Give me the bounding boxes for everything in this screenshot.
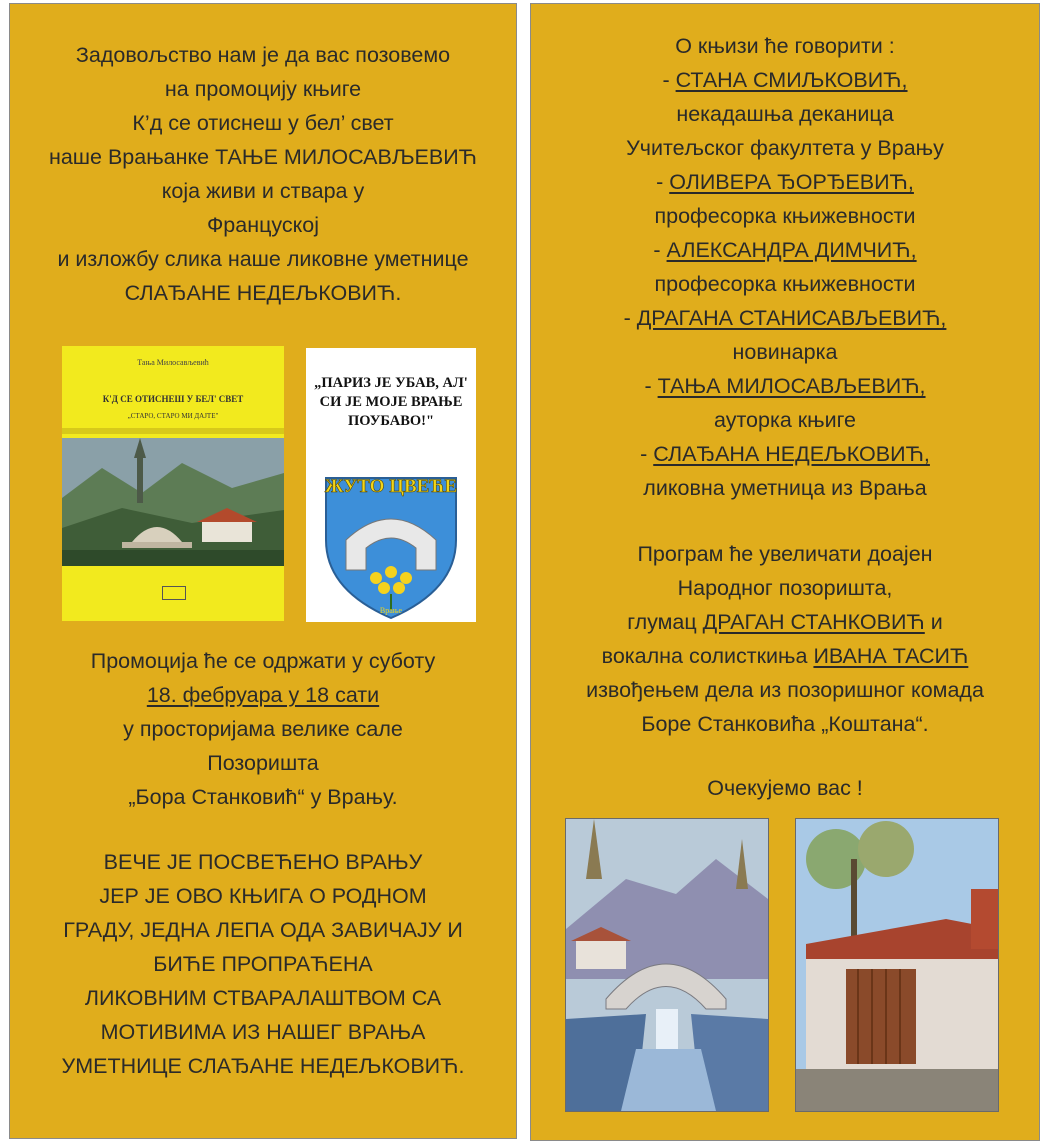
program-text: вокална солисткиња: [601, 644, 814, 668]
speaker-role: професорка књижевности: [654, 204, 916, 228]
program-text: и: [924, 610, 943, 634]
speaker-name-text: СТАНА СМИЉКОВИЋ,: [675, 68, 908, 92]
closing-text: Очекујемо вас !: [707, 776, 863, 800]
promo-venue: „Бора Станковић“ у Врању.: [128, 785, 398, 809]
dedication-line: БИЋЕ ПРОПРАЋЕНА: [153, 952, 373, 976]
program-line: [531, 639, 1039, 673]
speaker-role: ауторка књиге: [713, 408, 856, 432]
dedication-line: ВЕЧЕ ЈЕ ПОСВЕЋЕНО ВРАЊУ: [103, 850, 423, 874]
speaker-name-text: АЛЕКСАНДРА ДИМЧИЋ,: [666, 238, 917, 262]
right-panel: [530, 3, 1040, 1141]
promo-line: Промоција ће се одржати у суботу: [90, 649, 436, 673]
speakers-intro: О књизи ће говорити :: [675, 34, 895, 58]
painting-bridge-image: [565, 818, 769, 1112]
speaker-name: - ТАЊА МИЛОСАВЉЕВИЋ,: [644, 374, 926, 398]
intro-line: Задовољство нам је да вас позовемо: [75, 43, 451, 67]
publisher-logo-icon: [162, 586, 186, 600]
promo-line: у просторијама велике сале: [123, 717, 403, 741]
program-line: Боре Станковића „Коштана“.: [641, 712, 929, 736]
speaker-role: ликовна уметница из Врања: [643, 476, 927, 500]
dedication-line: ЈЕР ЈЕ ОВО КЊИГА О РОДНОМ: [99, 884, 427, 908]
speaker-name-text: ОЛИВЕРА ЂОРЂЕВИЋ,: [669, 170, 914, 194]
book-cover-subtitle: „СТАРО, СТАРО МИ ДАЈТЕ": [127, 412, 219, 420]
intro-line: на промоцију књиге: [164, 77, 362, 101]
intro-line: СЛАЂАНЕ НЕДЕЉКОВИЋ.: [124, 281, 402, 305]
actor-name: ДРАГАН СТАНКОВИЋ: [702, 610, 925, 634]
book-cover-author: Тања Милосављевић: [137, 358, 209, 367]
intro-line: која живи и ствара у: [161, 179, 365, 203]
book-cover-image: [62, 346, 284, 621]
speaker-name-text: ТАЊА МИЛОСАВЉЕВИЋ,: [657, 374, 926, 398]
intro-line: Француској: [206, 213, 320, 237]
program-line: Програм ће увеличати доајен: [637, 542, 933, 566]
book-cover-banner: ЖУТО ЦВЕЋЕ: [324, 476, 458, 497]
promo-date: 18. фебруара у 18 сати: [146, 683, 380, 707]
speaker-role: некадашња деканица: [676, 102, 894, 126]
speaker-name: - ДРАГАНА СТАНИСАВЉЕВИЋ,: [623, 306, 947, 330]
program-line: Народног позоришта,: [677, 576, 893, 600]
left-panel: [9, 3, 517, 1139]
dedication-line: ЛИКОВНИМ СТВАРАЛАШТВОМ СА: [84, 986, 442, 1010]
book-title-line: К’д се отиснеш у бел’ свет: [132, 111, 394, 135]
speaker-name: - СТАНА СМИЉКОВИЋ,: [662, 68, 908, 92]
book-cover-title: К'Д СЕ ОТИСНЕШ У БЕЛ' СВЕТ: [102, 394, 244, 404]
speaker-role: новинарка: [732, 340, 838, 364]
book-cover-image: [306, 348, 476, 622]
program-line: извођењем дела из позоришног комада: [586, 678, 984, 702]
house-painting-icon: [796, 819, 998, 1111]
landscape-painting-icon: [62, 438, 284, 566]
bridge-painting-icon: [566, 819, 768, 1111]
singer-name: ИВАНА ТАСИЋ: [813, 644, 969, 668]
intro-line: наше Врањанке ТАЊЕ МИЛОСАВЉЕВИЋ: [48, 145, 478, 169]
speaker-role: професорка књижевности: [654, 272, 916, 296]
painting-house-image: [795, 818, 999, 1112]
speaker-name: - СЛАЂАНА НЕДЕЉКОВИЋ,: [640, 442, 930, 466]
speaker-name-text: СЛАЂАНА НЕДЕЉКОВИЋ,: [653, 442, 930, 466]
speaker-role: Учитељског факултета у Врању: [626, 136, 944, 160]
dedication-line: МОТИВИМА ИЗ НАШЕГ ВРАЊА: [100, 1020, 426, 1044]
promo-line: Позоришта: [207, 751, 319, 775]
dedication-line: ГРАДУ, ЈЕДНА ЛЕПА ОДА ЗАВИЧАЈУ И: [63, 918, 463, 942]
speaker-name: - ОЛИВЕРА ЂОРЂЕВИЋ,: [656, 170, 914, 194]
program-line: [531, 605, 1039, 639]
speaker-name-text: ДРАГАНА СТАНИСАВЉЕВИЋ,: [636, 306, 947, 330]
book-cover-quote: „ПАРИЗ ЈЕ УБАВ, АЛ' СИ ЈЕ МОЈЕ ВРАЊЕ ПОУБАВО!": [314, 375, 468, 429]
book-cover-footer: Врање: [379, 606, 403, 615]
intro-line: и изложбу слика наше ликовне уметнице: [57, 247, 469, 271]
program-text: глумац: [627, 610, 703, 634]
dedication-line: УМЕТНИЦЕ СЛАЂАНЕ НЕДЕЉКОВИЋ.: [61, 1054, 465, 1078]
speaker-name: - АЛЕКСАНДРА ДИМЧИЋ,: [653, 238, 917, 262]
